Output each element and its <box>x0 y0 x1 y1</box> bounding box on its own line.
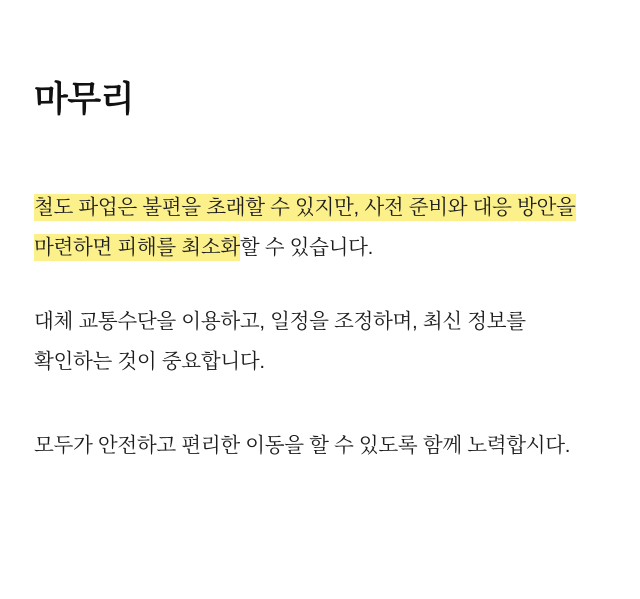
paragraph-1-tail: 할 수 있습니다. <box>239 235 374 259</box>
highlighted-text: 철도 파업은 불편을 초래할 수 있지만, 사전 준비와 대응 방안을 마련하면 피해를 최소화 <box>34 195 576 259</box>
paragraph-2: 대체 교통수단을 이용하고, 일정을 조정하며, 최신 정보를 확인하는 것이 중요합니다. <box>34 309 526 373</box>
page-title: 마무리 <box>34 80 134 119</box>
paragraph-1 <box>34 188 600 268</box>
paragraph-3: 모두가 안전하고 편리한 이동을 할 수 있도록 함께 노력합시다. <box>34 433 571 457</box>
